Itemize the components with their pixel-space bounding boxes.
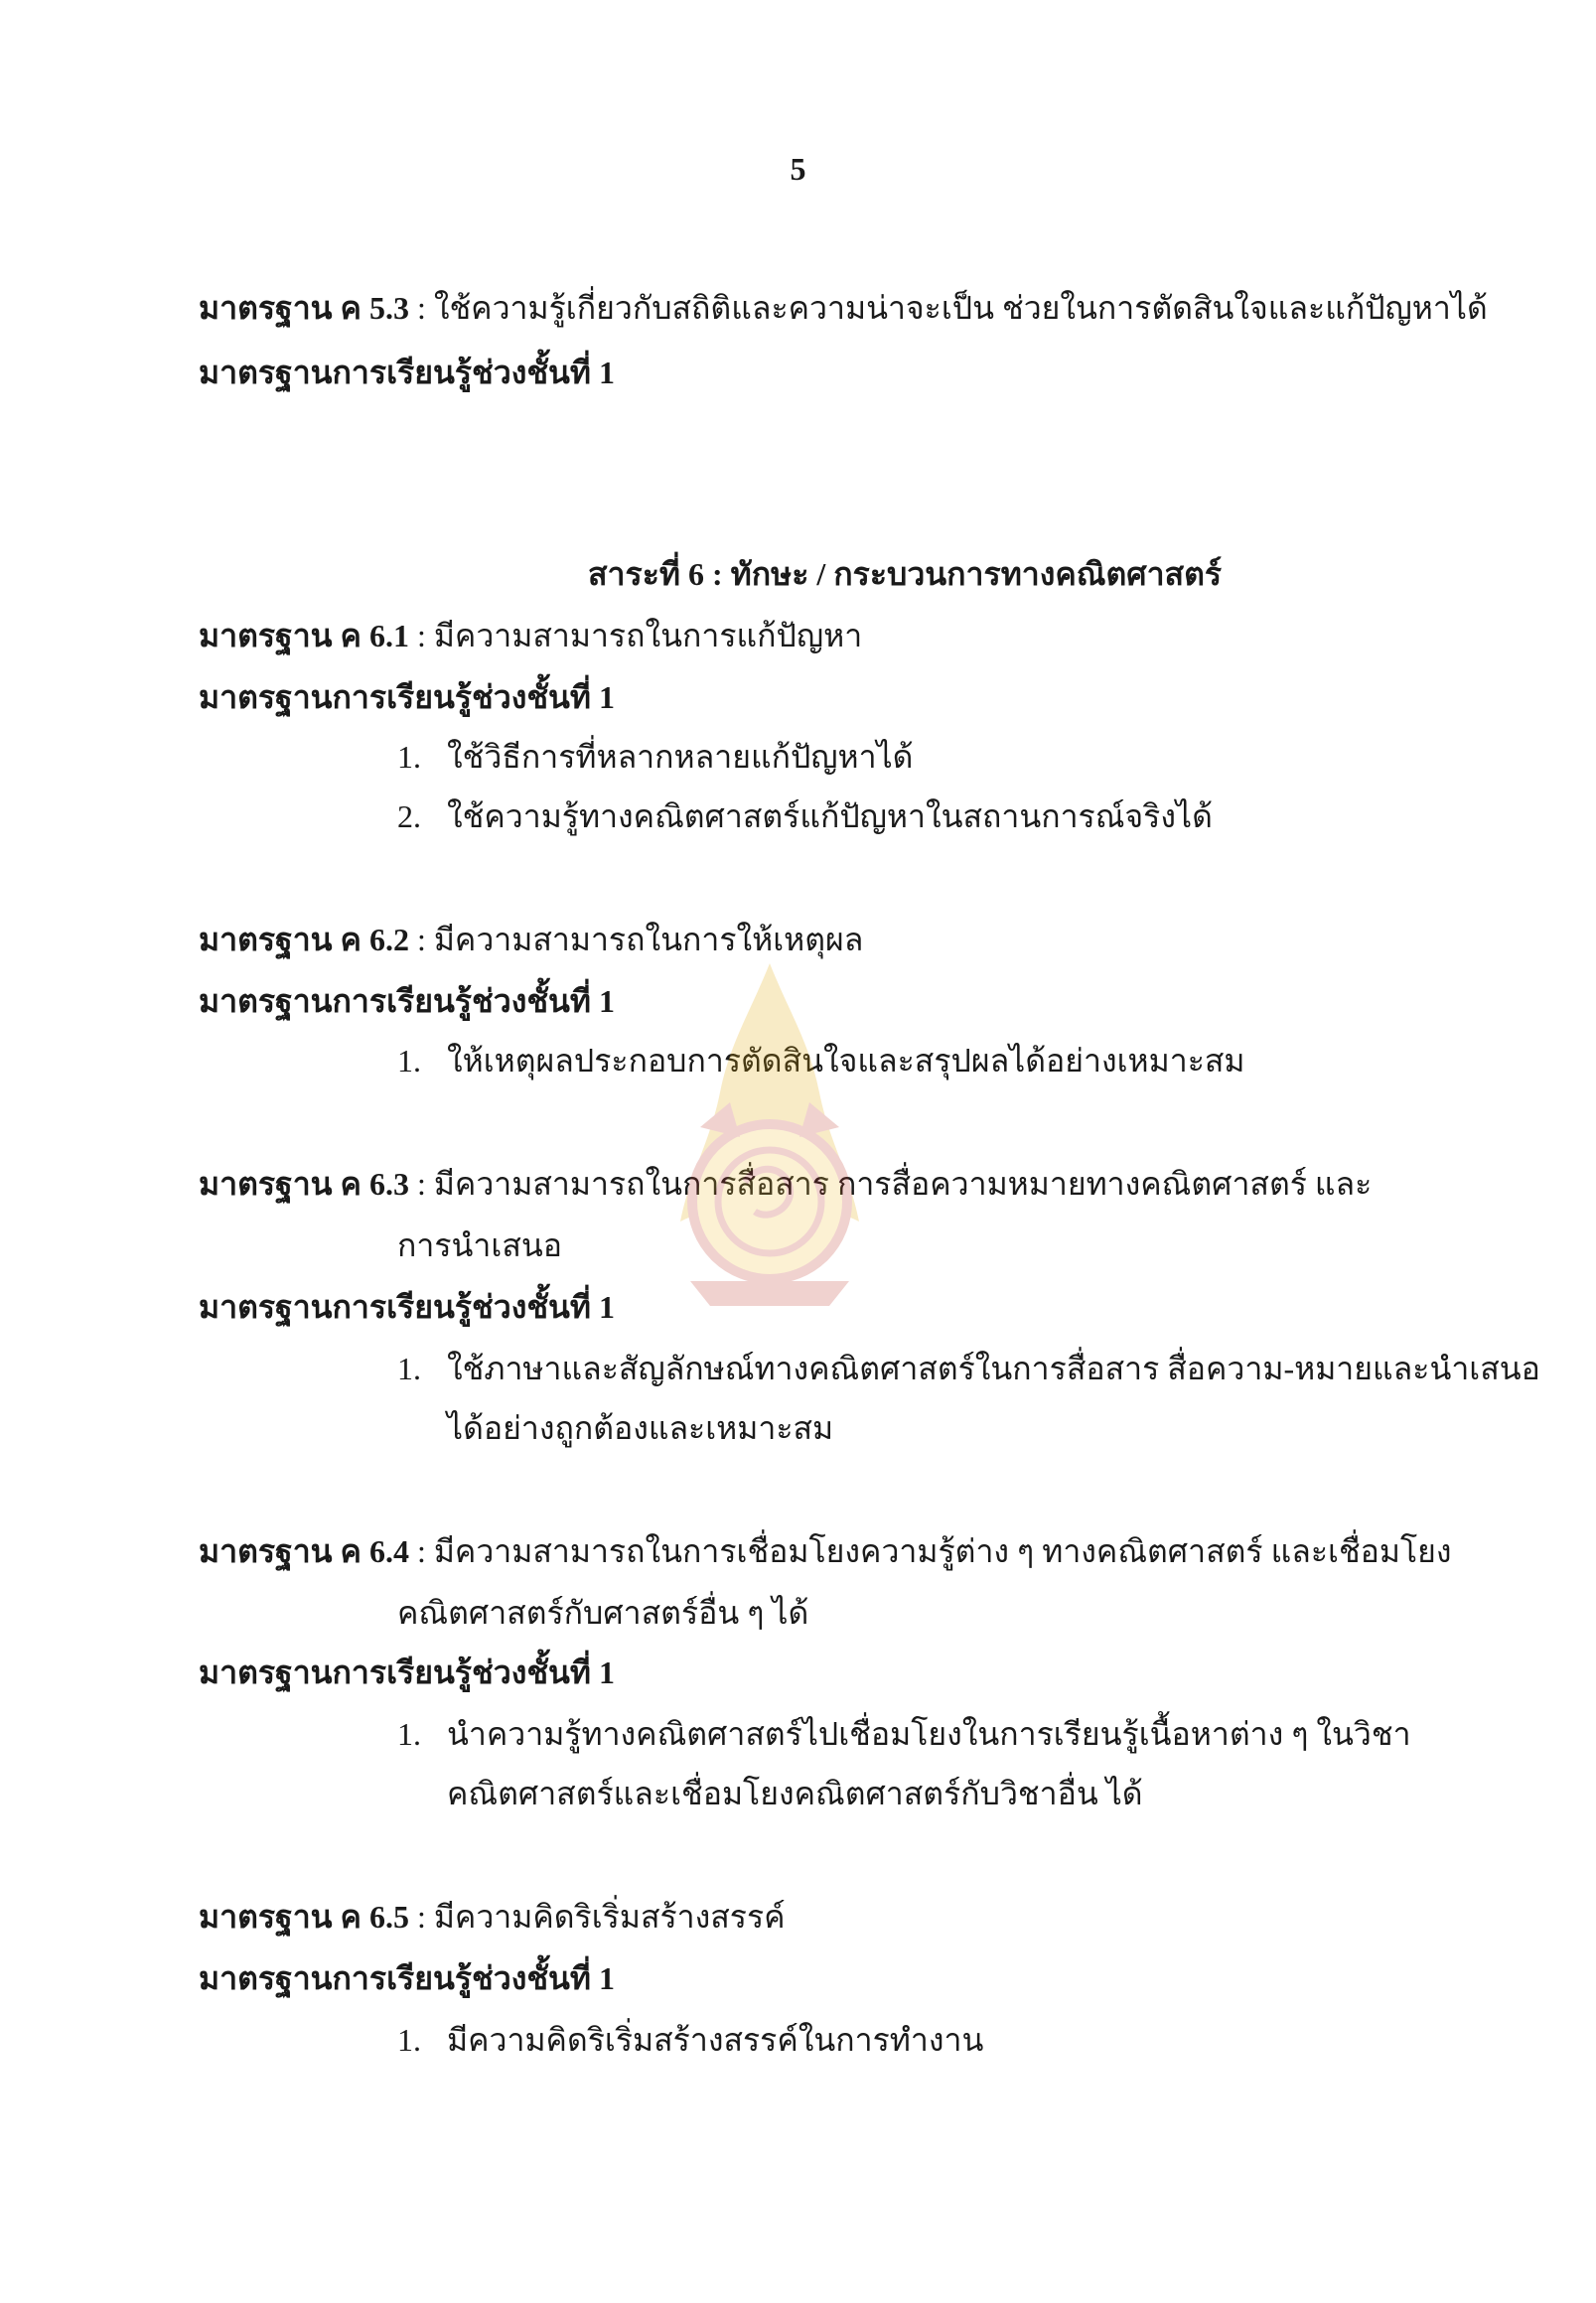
item-number: 1. (397, 1716, 421, 1752)
standard-code: มาตรฐาน ค 6.5 (199, 1899, 409, 1935)
standard-5-3 (199, 288, 1488, 328)
item-number: 1. (397, 1043, 421, 1079)
standard-code: มาตรฐาน ค 6.2 (199, 922, 409, 957)
standard-code: มาตรฐาน ค 6.3 (199, 1166, 409, 1202)
item-text: ใช้วิธีการที่หลากหลายแก้ปัญหาได้ (447, 739, 914, 775)
sub-heading: มาตรฐานการเรียนรู้ช่วงชั้นที่ 1 (199, 1289, 615, 1325)
item-number: 2. (397, 798, 421, 834)
sub-heading: มาตรฐานการเรียนรู้ช่วงชั้นที่ 1 (199, 679, 615, 715)
item-text: นำความรู้ทางคณิตศาสตร์ไปเชื่อมโยงในการเรียนรู้เนื้อหาต่าง ๆ ในวิชา (447, 1716, 1411, 1752)
standard-text: : ใช้ความรู้เกี่ยวกับสถิติและความน่าจะเป็น ช่วยในการตัดสินใจและแก้ปัญหาได้ (416, 290, 1488, 326)
item-text: ใช้ความรู้ทางคณิตศาสตร์แก้ปัญหาในสถานการณ์จริงได้ (447, 798, 1213, 834)
item-text: ใช้ภาษาและสัญลักษณ์ทางคณิตศาสตร์ในการสื่อสาร สื่อความ-หมายและนำเสนอ (447, 1351, 1540, 1386)
item-number: 1. (397, 2022, 421, 2058)
standard-code: มาตรฐาน ค 5.3 (199, 290, 409, 326)
list-item (397, 737, 913, 777)
item-text-continued: คณิตศาสตร์และเชื่อมโยงคณิตศาสตร์กับวิชาอื่น ได้ (447, 1776, 1143, 1811)
standard-text: : มีความสามารถในการเชื่อมโยงความรู้ต่าง ๆ ทางคณิตศาสตร์ และเชื่อมโยง (416, 1533, 1452, 1569)
standard-6-4 (199, 1531, 1452, 1571)
strand-title: สาระที่ 6 : ทักษะ / กระบวนการทางคณิตศาสตร์ (588, 556, 1223, 592)
standard-6-5 (199, 1897, 786, 1937)
standard-text: : มีความสามารถในการแก้ปัญหา (416, 618, 863, 653)
sub-heading: มาตรฐานการเรียนรู้ช่วงชั้นที่ 1 (199, 355, 615, 390)
list-item (397, 1349, 1540, 1388)
standard-text: : มีความสามารถในการสื่อสาร การสื่อความหมายทางคณิตศาสตร์ และ (416, 1166, 1373, 1202)
standard-text: : มีความคิดริเริ่มสร้างสรรค์ (416, 1899, 786, 1935)
sub-heading: มาตรฐานการเรียนรู้ช่วงชั้นที่ 1 (199, 1960, 615, 1996)
sub-heading: มาตรฐานการเรียนรู้ช่วงชั้นที่ 1 (199, 983, 615, 1019)
item-number: 1. (397, 739, 421, 775)
sub-heading: มาตรฐานการเรียนรู้ช่วงชั้นที่ 1 (199, 1655, 615, 1690)
standard-6-1 (199, 616, 862, 655)
item-text: มีความคิดริเริ่มสร้างสรรค์ในการทำงาน (447, 2022, 984, 2058)
standard-text-continued: คณิตศาสตร์กับศาสตร์อื่น ๆ ได้ (397, 1595, 809, 1631)
item-number: 1. (397, 1351, 421, 1386)
list-item (397, 1714, 1411, 1754)
item-text: ให้เหตุผลประกอบการตัดสินใจและสรุปผลได้อย่างเหมาะสม (447, 1043, 1245, 1079)
standard-text: : มีความสามารถในการให้เหตุผล (416, 922, 864, 957)
item-text-continued: ได้อย่างถูกต้องและเหมาะสม (447, 1410, 834, 1446)
page-number: 5 (790, 151, 806, 187)
standard-code: มาตรฐาน ค 6.4 (199, 1533, 409, 1569)
emblem-watermark (660, 953, 879, 1321)
list-item (397, 2020, 983, 2060)
standard-text-continued: การนำเสนอ (397, 1227, 562, 1263)
standard-code: มาตรฐาน ค 6.1 (199, 618, 409, 653)
list-item (397, 796, 1213, 836)
